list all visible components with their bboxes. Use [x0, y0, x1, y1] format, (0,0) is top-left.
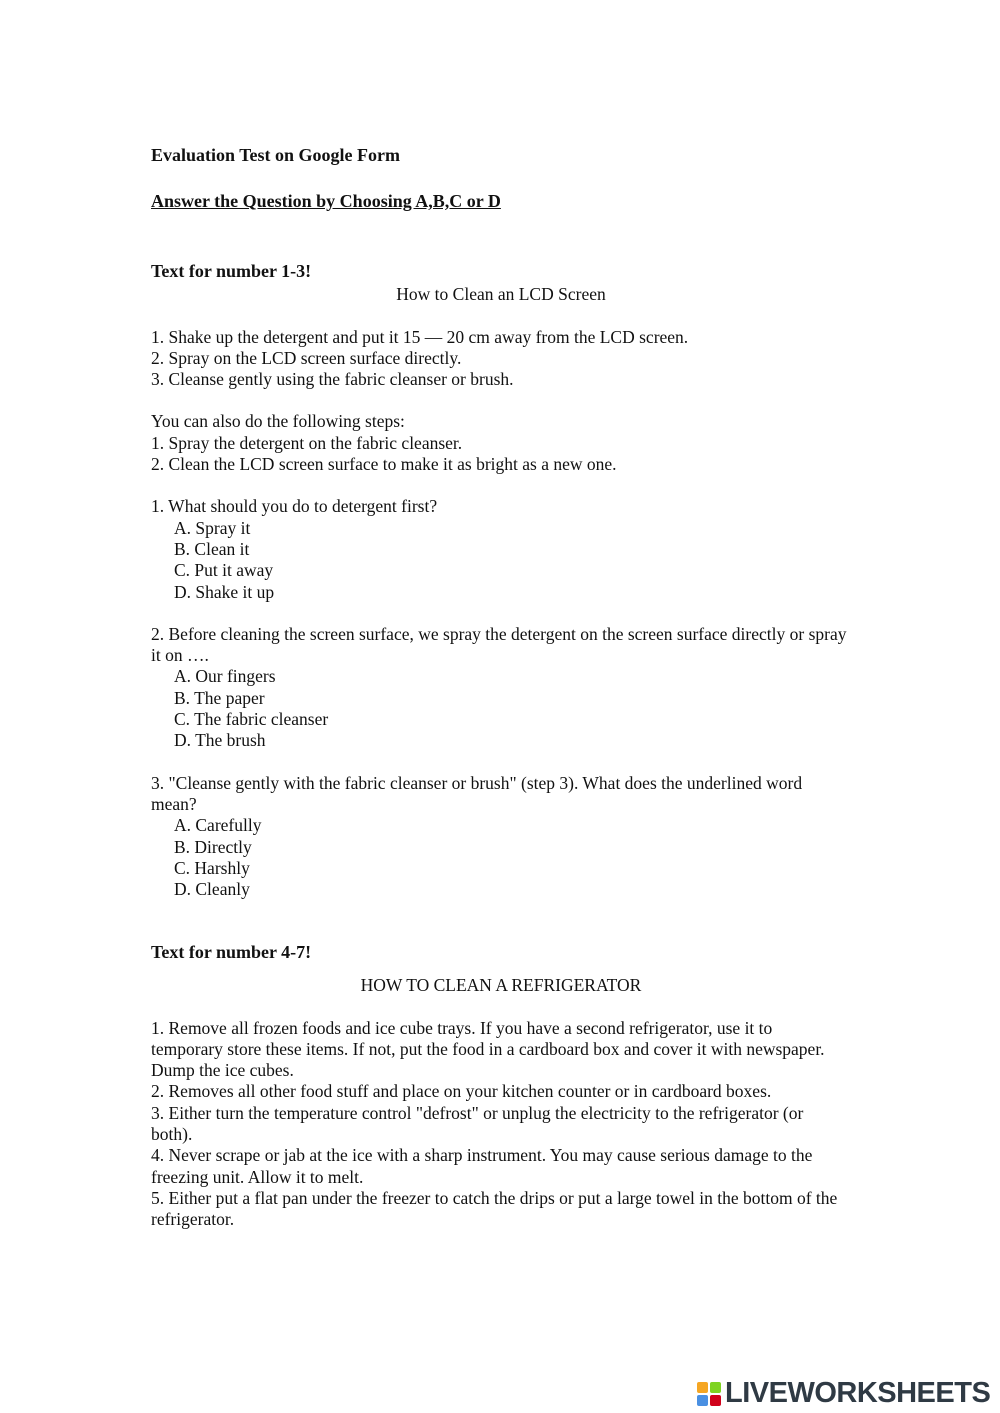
answer-option[interactable]: D. Cleanly	[174, 879, 250, 900]
question-text: 2. Before cleaning the screen surface, we spray the detergent on the screen surface directly or spray it on ….	[151, 623, 847, 666]
fridge-step: 4. Never scrape or jab at the ice with a sharp instrument. You may cause serious damage to the freezing unit. Allow it to melt.	[151, 1145, 813, 1187]
answer-option[interactable]: A. Spray it	[174, 517, 251, 538]
answer-option[interactable]: A. Carefully	[174, 815, 262, 836]
answer-option[interactable]: C. Harshly	[174, 857, 250, 878]
answer-option[interactable]: D. Shake it up	[174, 581, 275, 602]
logo-square	[710, 1382, 721, 1393]
instruction-heading: Answer the Question by Choosing A,B,C or D	[151, 191, 501, 211]
answer-option[interactable]: B. Clean it	[174, 538, 250, 559]
fridge-step: 1. Remove all frozen foods and ice cube trays. If you have a second refrigerator, use it to temporary store these items. If not, put the food in a cardboard box and cover it with newspaper. Dump the ice cubes.	[151, 1017, 825, 1081]
logo-square	[710, 1395, 721, 1406]
page-title: Evaluation Test on Google Form	[151, 145, 401, 165]
question-text: 3. "Cleanse gently with the fabric cleanser or brush" (step 3). What does the underlined word mean?	[151, 772, 803, 814]
logo-mark-icon	[697, 1382, 721, 1406]
section-2-heading: Text for number 4-7!	[151, 942, 312, 962]
logo-square	[697, 1382, 708, 1393]
lcd-step: 1. Shake up the detergent and put it 15 — 20 cm away from the LCD screen.	[151, 326, 689, 347]
lcd-step: 2. Spray on the LCD screen surface directly.	[151, 347, 462, 368]
answer-option[interactable]: B. Directly	[174, 836, 252, 857]
section-1-heading: Text for number 1-3!	[151, 261, 312, 281]
fridge-step: 2. Removes all other food stuff and place on your kitchen counter or in cardboard boxes.	[151, 1081, 772, 1102]
fridge-step: 5. Either put a flat pan under the freezer to catch the drips or put a large towel in the bottom of the refrigerator.	[151, 1187, 838, 1230]
question-3	[151, 773, 851, 901]
lcd-step: 3. Cleanse gently using the fabric cleanser or brush.	[151, 369, 514, 390]
logo-square	[697, 1395, 708, 1406]
section-1	[151, 261, 851, 900]
alt-step: 2. Clean the LCD screen surface to make it as bright as a new one.	[151, 454, 617, 475]
answer-option[interactable]: B. The paper	[174, 687, 265, 708]
section-2-text-title: HOW TO CLEAN A REFRIGERATOR	[360, 975, 642, 996]
question-2	[151, 624, 851, 752]
question-text: 1. What should you do to detergent first?	[151, 496, 438, 517]
liveworksheets-logo	[697, 1376, 990, 1412]
alt-steps-intro: You can also do the following steps:	[151, 411, 405, 432]
alt-step: 1. Spray the detergent on the fabric cleanser.	[151, 432, 463, 453]
section-1-text-title: How to Clean an LCD Screen	[396, 284, 606, 305]
answer-option[interactable]: D. The brush	[174, 730, 266, 751]
section-2	[151, 942, 851, 1231]
logo-text: LIVEWORKSHEETS	[725, 1377, 991, 1410]
answer-option[interactable]: C. Put it away	[174, 560, 274, 581]
question-1	[151, 496, 851, 602]
answer-option[interactable]: C. The fabric cleanser	[174, 709, 329, 730]
answer-option[interactable]: A. Our fingers	[174, 666, 276, 687]
fridge-step: 3. Either turn the temperature control "defrost" or unplug the electricity to the refrigerator (or both).	[151, 1102, 804, 1145]
